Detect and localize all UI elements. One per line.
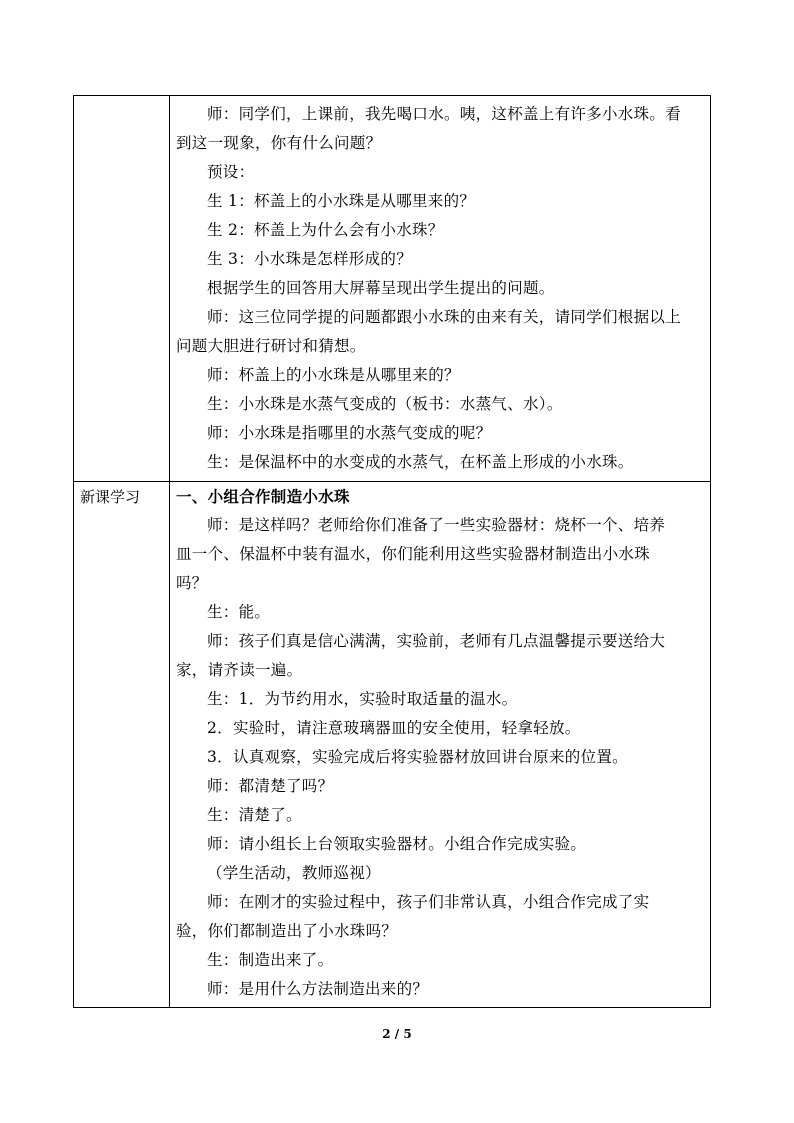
- text-line: 验，你们都制造出了小水珠吗？: [176, 922, 398, 940]
- text-line: 问题大胆进行研讨和猜想。: [176, 337, 366, 355]
- text-line: 家，请齐读一遍。: [176, 661, 303, 679]
- text-line: 生 2：杯盖上为什么会有小水珠？: [207, 221, 444, 239]
- text-line: 师：是用什么方法制造出来的？: [207, 980, 429, 998]
- text-line: 生：清楚了。: [207, 806, 302, 824]
- text-line: （学生活动，教师巡视）: [207, 864, 381, 882]
- text-line: 师：杯盖上的小水珠是从哪里来的？: [207, 366, 460, 384]
- text-line: 师：在刚才的实验过程中，孩子们非常认真，小组合作完成了实: [207, 893, 650, 911]
- text-line: 师：孩子们真是信心满满，实验前，老师有几点温馨提示要送给大: [207, 632, 666, 650]
- text-line: 生：是保温杯中的水变成的水蒸气，在杯盖上形成的小水珠。: [207, 453, 634, 471]
- text-line: 生：能。: [207, 603, 271, 621]
- text-line: 师：小水珠是指哪里的水蒸气变成的呢？: [207, 424, 492, 442]
- text-line: 师：同学们，上课前，我先喝口水。咦，这杯盖上有许多小水珠。看: [207, 105, 682, 123]
- text-line: 2．实验时，请注意玻璃器皿的安全使用，轻拿轻放。: [207, 719, 581, 737]
- text-line: 生：1．为节约用水，实验时取适量的温水。: [207, 690, 518, 708]
- row-content-cell: [170, 96, 711, 482]
- text-line: 生：小水珠是水蒸气变成的（板书：水蒸气、水）。: [207, 395, 563, 413]
- text-line: 生 1：杯盖上的小水珠是从哪里来的？: [207, 192, 476, 210]
- section-heading: 一、小组合作制造小水珠: [176, 487, 350, 506]
- text-line: 预设：: [207, 163, 255, 181]
- page-number: 2 / 5: [382, 1027, 412, 1041]
- text-line: 皿一个、保温杯中装有温水，你们能利用这些实验器材制造出小水珠: [176, 545, 651, 563]
- row-content-cell: [170, 482, 711, 1008]
- row-label-cell: [74, 96, 170, 482]
- row-label: 新课学习: [80, 488, 141, 506]
- table-row: [74, 96, 711, 482]
- text-line: 生：制造出来了。: [207, 951, 334, 969]
- text-line: 师：是这样吗？老师给你们准备了一些实验器材：烧杯一个、培养: [207, 516, 666, 534]
- text-line: 师：请小组长上台领取实验器材。小组合作完成实验。: [207, 835, 587, 853]
- text-line: 师：这三位同学提的问题都跟小水珠的由来有关，请同学们根据以上: [207, 308, 682, 326]
- text-line: 生 3：小水珠是怎样形成的？: [207, 250, 412, 268]
- text-line: 3．认真观察，实验完成后将实验器材放回讲台原来的位置。: [207, 748, 628, 766]
- text-line: 到这一现象，你有什么问题？: [176, 134, 382, 152]
- lesson-table: [73, 95, 711, 1008]
- text-line: 吗？: [176, 574, 208, 592]
- row-label-cell: [74, 482, 170, 1008]
- text-line: 根据学生的回答用大屏幕呈现出学生提出的问题。: [207, 279, 555, 297]
- table-row: [74, 482, 711, 1008]
- text-line: 师：都清楚了吗？: [207, 777, 334, 795]
